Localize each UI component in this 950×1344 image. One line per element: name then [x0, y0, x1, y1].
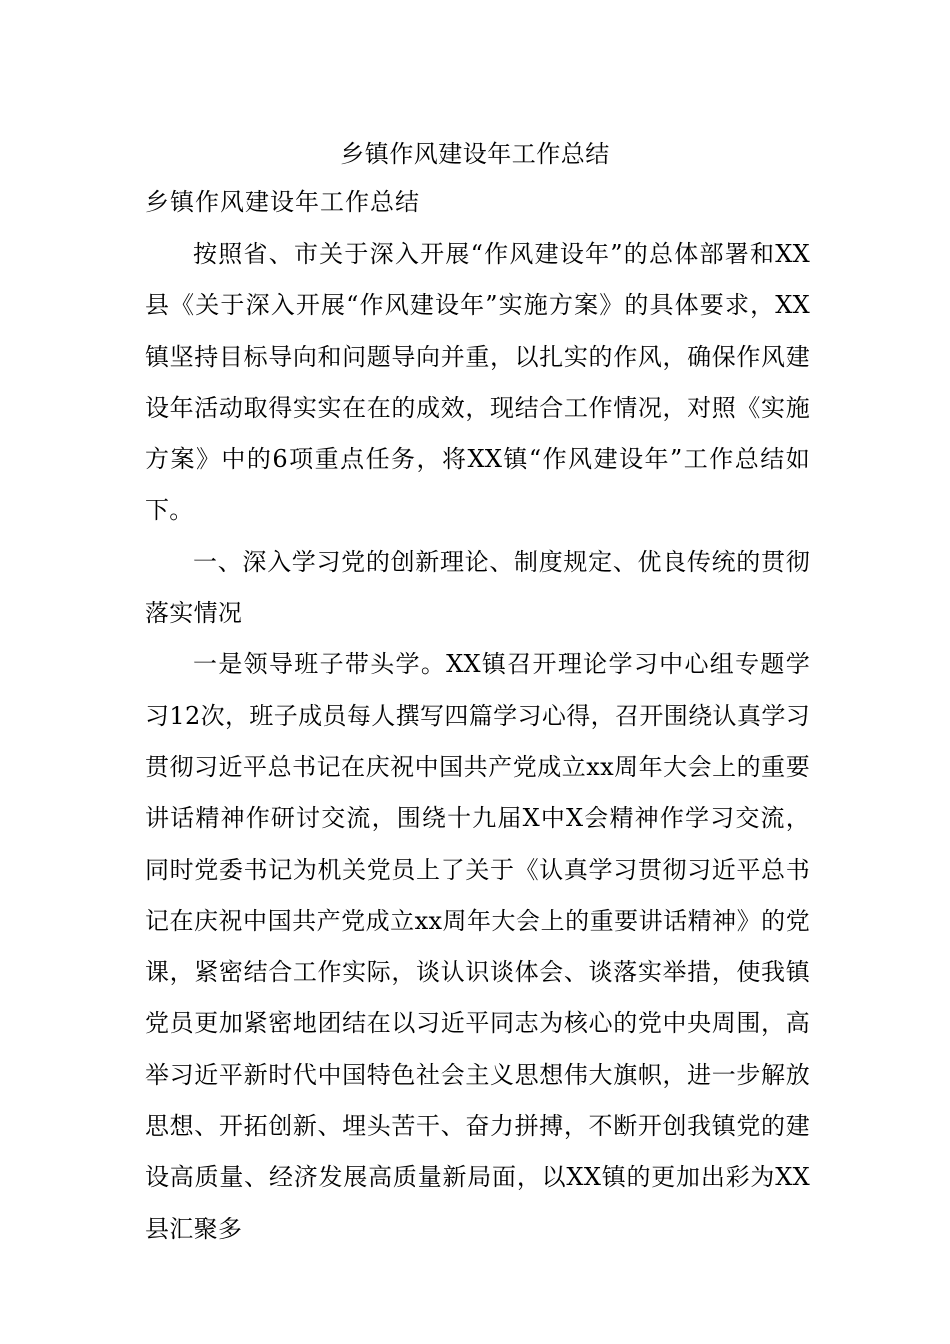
- document-subtitle: 乡镇作风建设年工作总结: [145, 188, 420, 216]
- document-title: 乡镇作风建设年工作总结: [340, 140, 610, 168]
- section-heading-1: 一、深入学习党的创新理论、制度规定、优良传统的贯彻落实情况: [145, 547, 810, 628]
- paragraph-intro: 按照省、市关于深入开展“作风建设年”的总体部署和XX县《关于深入开展“作风建设年”实施方案》的具体要求，XX镇坚持目标导向和问题导向并重，以扎实的作风，确保作风建设年活动取得实实在在的成效，现结合工作情况，对照《实施方案》中的6项重点任务，将XX镇“作风建设年”工作总结如下。: [145, 240, 810, 525]
- paragraph-leadership-study: 一是领导班子带头学。XX镇召开理论学习中心组专题学习12次，班子成员每人撰写四篇学习心得，召开围绕认真学习贯彻习近平总书记在庆祝中国共产党成立xx周年大会上的重要讲话精神作研讨交流，围绕十九届X中X会精神作学习交流，同时党委书记为机关党员上了关于《认真学习贯彻习近平总书记在庆祝中国共产党成立xx周年大会上的重要讲话精神》的党课，紧密结合工作实际，谈认识谈体会、谈落实举措，使我镇党员更加紧密地团结在以习近平同志为核心的党中央周围，高举习近平新时代中国特色社会主义思想伟大旗帜，进一步解放思想、开拓创新、埋头苦干、奋力拼搏，不断开创我镇党的建设高质量、经济发展高质量新局面，以XX镇的更加出彩为XX县汇聚多: [145, 650, 810, 1243]
- document-body: [145, 229, 810, 1255]
